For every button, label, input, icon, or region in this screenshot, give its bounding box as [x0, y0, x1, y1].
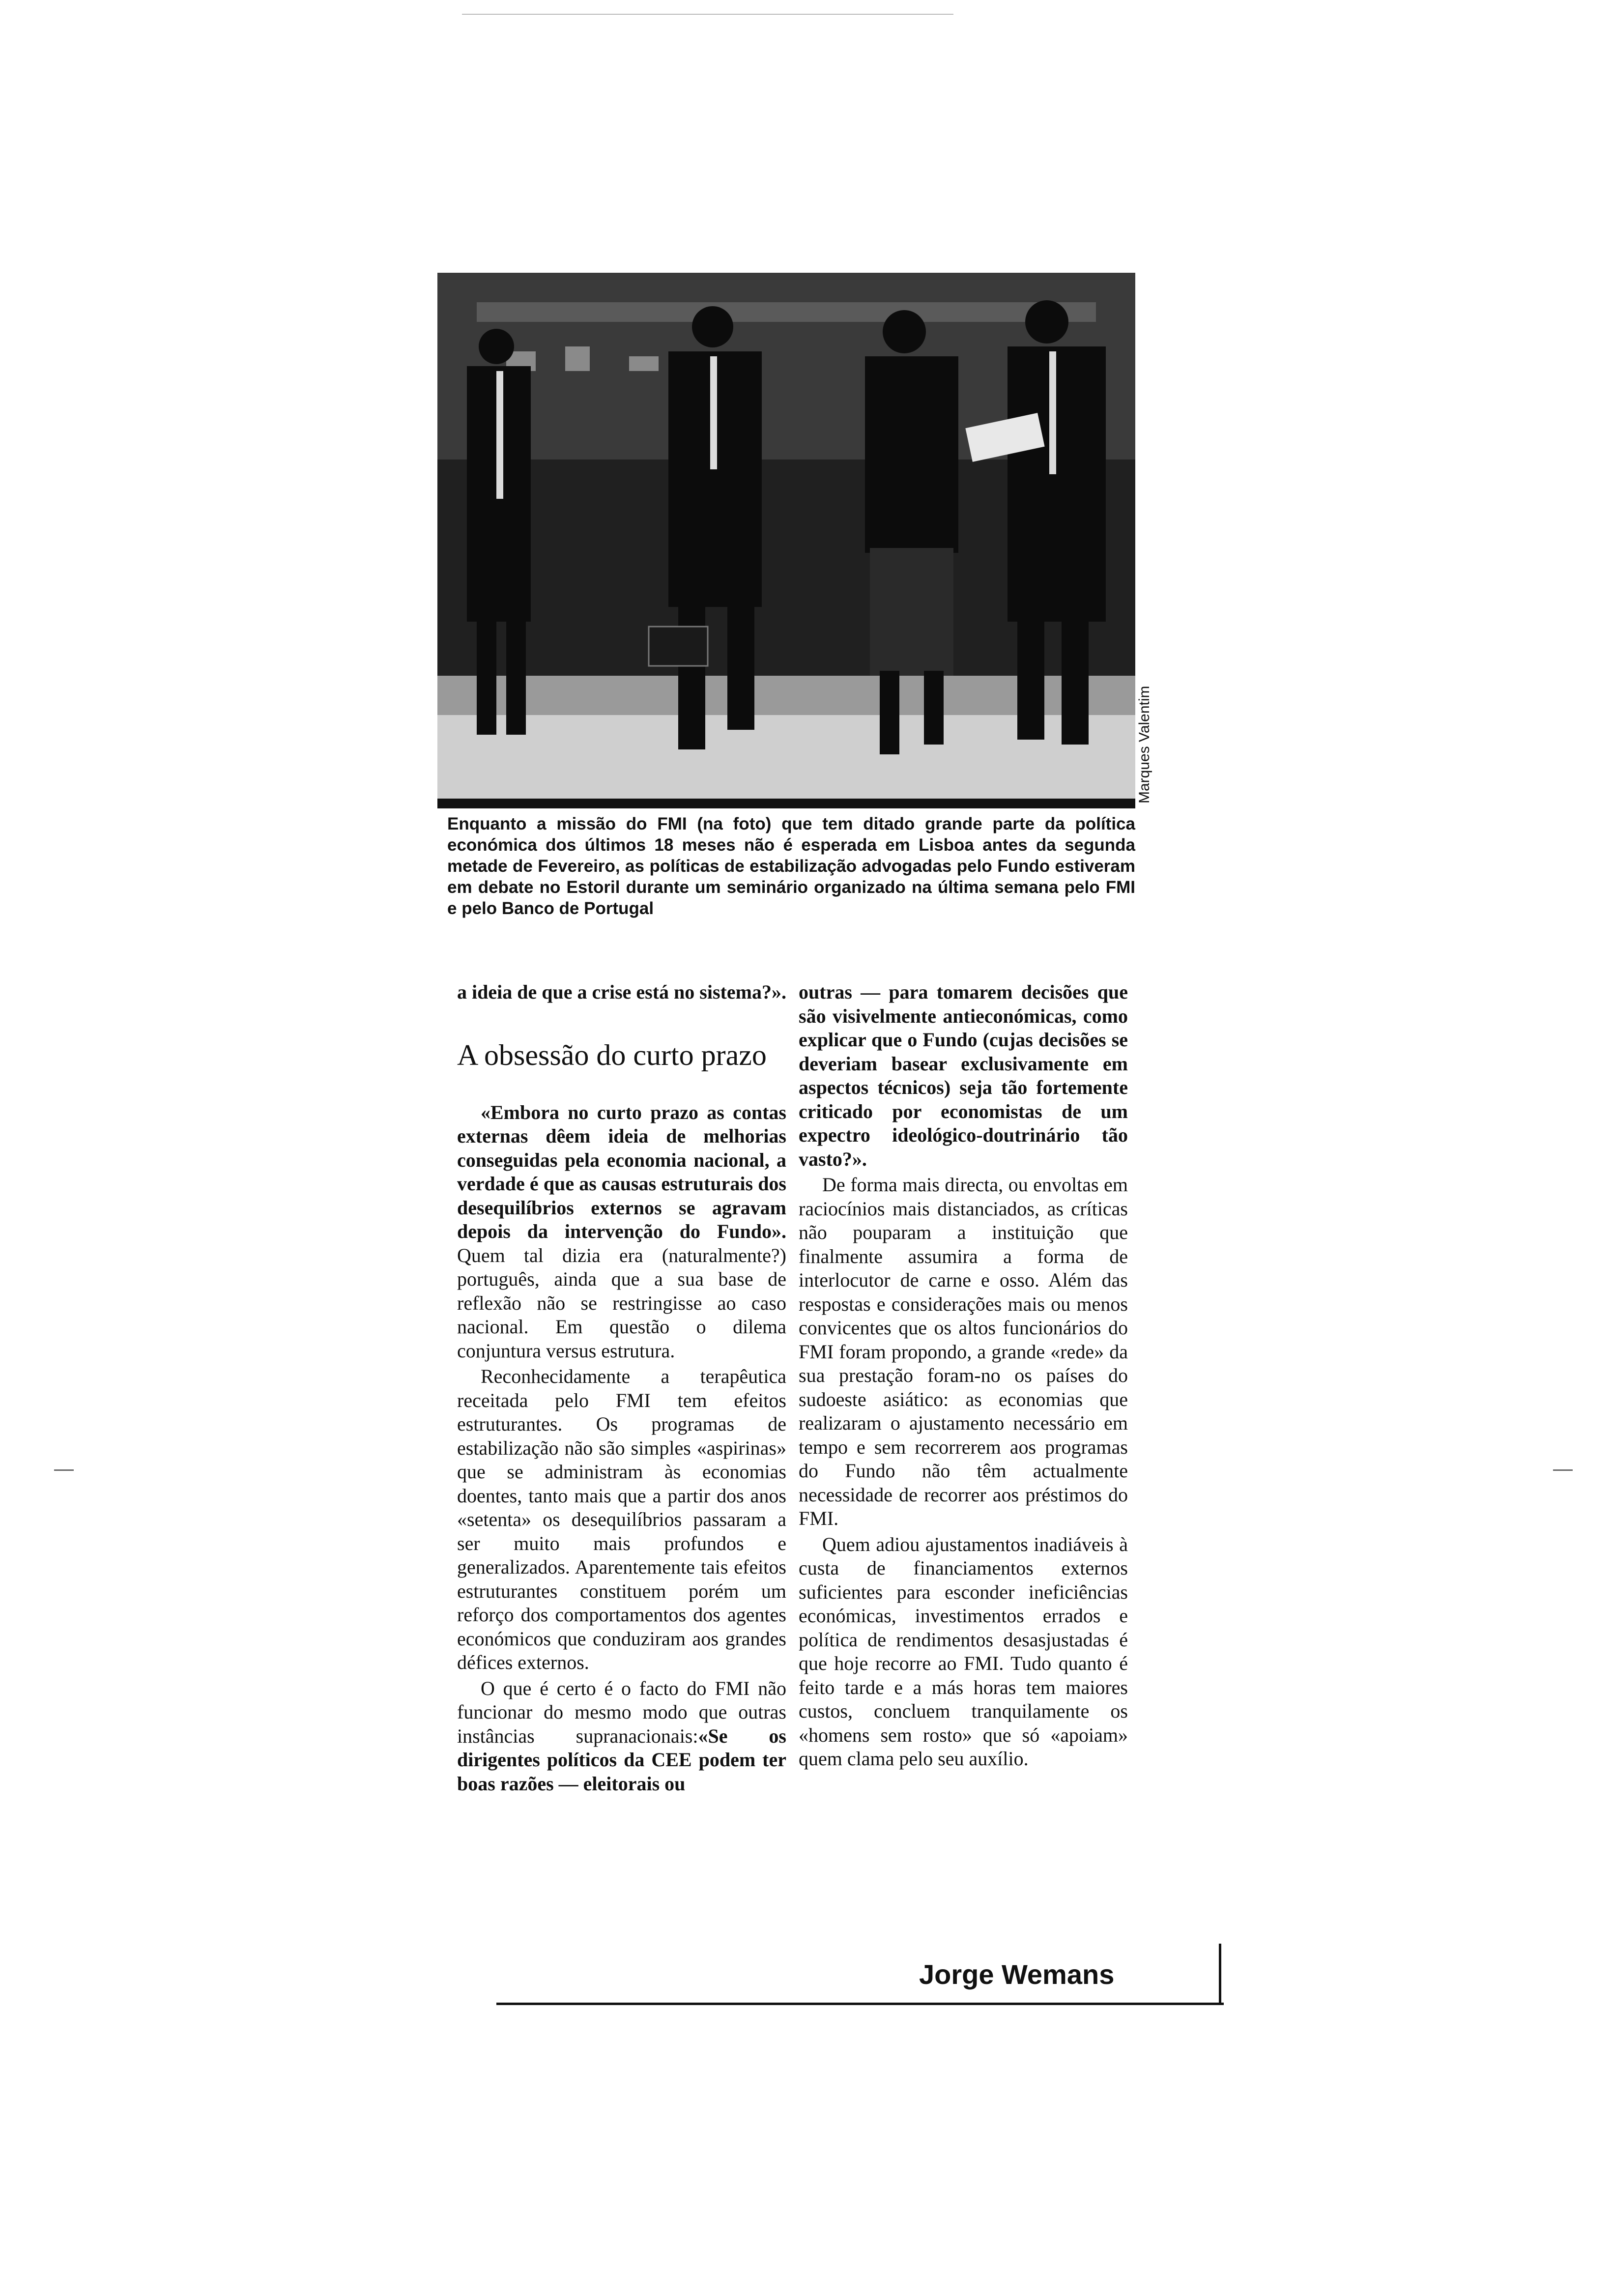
article-paragraph: [457, 1101, 786, 1363]
scan-top-rule: [462, 14, 953, 15]
paragraph-text: O que é certo é o facto do FMI não funcionar do mesmo modo que outras instâncias supranacionais:: [457, 1677, 786, 1747]
article-paragraph: Reconhecidamente a terapêutica receitada pelo FMI tem efeitos estruturantes. Os programas de estabilização não são simples «aspirinas» que se administram às economias doentes, tanto mais que a partir dos anos «setenta» os desequilíbrios passaram a ser muito mais profundos e generalizados. Aparentemente tais efeitos estruturantes constituem porém um reforço dos comportamentos dos agentes económicos que conduziram aos grandes défices externos.: [457, 1365, 786, 1673]
news-photo: [437, 273, 1135, 808]
scan-margin-mark: [54, 1469, 74, 1471]
paragraph-text: Quem tal dizia era (naturalmente?) português, ainda que a sua base de reflexão não se restringisse ao caso nacional. Em questão o dilema conjuntura versus estrutura.: [457, 1244, 786, 1362]
newspaper-clipping: [437, 273, 1224, 2071]
article-subheading: A obsessão do curto prazo: [457, 1038, 767, 1071]
continued-fragment: a ideia de que a crise está no sistema?».: [457, 981, 786, 1003]
photo-caption: Enquanto a missão do FMI (na foto) que tem ditado grande parte da política económica dos últimos 18 meses não é esperada em Lisboa antes da segunda metade de Fevereiro, as políticas de estabilização advogadas pelo Fundo estiveram em debate no Estoril durante um seminário organizado na última semana pelo FMI e pelo Banco de Portugal: [447, 814, 1135, 918]
article-column-right: [799, 980, 1128, 1773]
scan-margin-mark: [1553, 1469, 1573, 1471]
bottom-border-rule: [496, 2003, 1224, 2005]
quote-bold: «Se os dirigentes políticos da CEE podem ter boas razões — eleitorais ou: [457, 1724, 786, 1795]
right-border-rule: [1219, 1944, 1221, 2003]
author-byline: Jorge Wemans: [919, 1959, 1115, 1990]
photo-credit: [1136, 617, 1156, 804]
article-paragraph: Quem adiou ajustamentos inadiáveis à custa de financiamentos externos suficientes para esconder ineficiências económicas, investimentos errados e política de rendimentos desasjustadas é que hoje recorre ao FMI. Tudo quanto é feito tarde e a más horas tem maiores custos, concluem tranquilamente os «homens sem rosto» que só «apoiam» quem clama pelo seu auxílio.: [799, 1533, 1128, 1770]
photo-credit-text: Marques Valentim: [1136, 686, 1152, 804]
article-paragraph: De forma mais directa, ou envoltas em raciocínios mais distanciados, as críticas não pouparam a instituição que finalmente assumira a forma de interlocutor de carne e osso. Além das respostas e considerações mais ou menos convicentes que os altos funcionários do FMI foram propondo, a grande «rede» da sua prestação foram-no os países do sudoeste asiático: as economias que realizaram o ajustamento necessário em tempo e sem recorrerem aos programas do Fundo não têm actualmente necessidade de recorrer aos préstimos do FMI.: [799, 1174, 1128, 1529]
quote-bold: «Embora no curto prazo as contas externas dêem ideia de melhorias conseguidas pela economia nacional, a verdade é que as causas estruturais dos desequilíbrios externos se agravam depois da intervenção do Fundo».: [457, 1101, 786, 1242]
quote-continuation: outras — para tomarem decisões que são visivelmente antieconómicas, como explicar que o Fundo (cujas decisões se deveriam basear exclusivamente em aspectos técnicos) seja tão fortemente criticado por economistas de um expectro ideológico-doutrinário tão vasto?».: [799, 981, 1128, 1170]
photo-image: [437, 273, 1135, 808]
article-column-left: [457, 980, 786, 1798]
article-paragraph: [457, 1677, 786, 1796]
